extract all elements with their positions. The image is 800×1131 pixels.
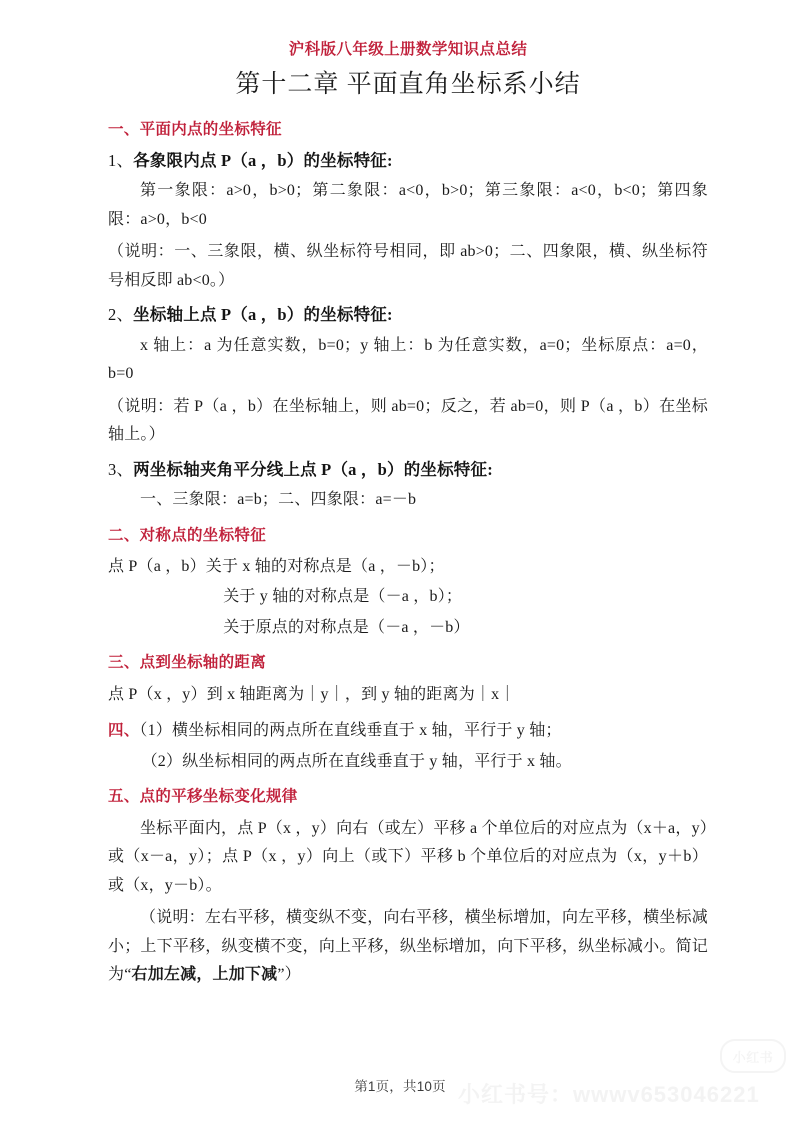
subsection-heading-1-3 <box>108 457 708 483</box>
subsection-title-1-2: 坐标轴上点 P（a ，b）的坐标特征: <box>133 305 393 325</box>
paragraph-2-line-2: 关于 y 轴的对称点是（－a ，b）； <box>223 588 463 606</box>
paragraph-5-body: 坐标平面内，点 P（x ，y）向右（或左）平移 a 个单位后的对应点为（x＋a，y）或（x－a，y）；点 P（x ，y）向上（或下）平移 b 个单位后的对应点为（x，y＋b）或（x，y－b）。 <box>108 819 708 894</box>
paragraph-4-line-1: （1）横坐标相同的两点所在直线垂直于 x 轴，平行于 y 轴； <box>139 722 562 740</box>
paragraph-4-line-2: （2）纵坐标相同的两点所在直线垂直于 y 轴，平行于 x 轴。 <box>141 752 572 770</box>
paragraph-5-note-emphasis: 右加左减，上加下减 <box>131 966 278 983</box>
document-title: 第十二章 平面直角坐标系小结 <box>235 71 581 99</box>
paragraph-2-line-3: 关于原点的对称点是（－a ，－b） <box>223 618 470 636</box>
subsection-title-1-3: 两坐标轴夹角平分线上点 P（a ，b）的坐标特征: <box>133 459 493 479</box>
section-heading-3: 三、点到坐标轴的距离 <box>108 654 267 672</box>
subsection-number-1-3: 3、 <box>108 459 134 479</box>
section-number-4: 四、 <box>108 722 140 740</box>
subsection-heading-1-1 <box>108 148 708 174</box>
subsection-title-1-1: 各象限内点 P（a ，b）的坐标特征: <box>133 150 393 170</box>
section-heading-5: 五、点的平移坐标变化规律 <box>108 788 298 806</box>
watermark-text: 小红书号：wwwv653046221 <box>458 1082 760 1107</box>
paragraph-5-note <box>108 904 708 989</box>
watermark-badge: 小红书 <box>720 1039 786 1073</box>
paragraph-3-line-1: 点 P（x ，y）到 x 轴距离为｜y｜，到 y 轴的距离为｜x｜ <box>108 685 516 703</box>
section-heading-2: 二、对称点的坐标特征 <box>108 526 267 544</box>
subsection-number-1-2: 2、 <box>108 305 134 325</box>
subsection-number-1-1: 1、 <box>108 150 134 170</box>
section-heading-1: 一、平面内点的坐标特征 <box>108 120 282 138</box>
paragraph-1-1-body: 第一象限：a>0，b>0；第二象限：a<0，b>0；第三象限：a<0，b<0；第四象限：a>0，b<0 <box>108 182 708 228</box>
section-heading-4 <box>108 718 708 744</box>
paragraph-1-2-note: （说明：若 P（a ，b）在坐标轴上，则 ab=0；反之，若 ab=0，则 P（a ，b）在坐标轴上。） <box>108 397 708 444</box>
page-footer: 第1页，共10页 <box>354 1079 446 1094</box>
subsection-heading-1-2 <box>108 302 708 328</box>
paragraph-1-2-body: x 轴上：a 为任意实数，b=0；y 轴上：b 为任意实数，a=0；坐标原点：a=0，b=0 <box>108 336 708 383</box>
document-subtitle: 沪科版八年级上册数学知识点总结 <box>288 41 528 58</box>
paragraph-1-3-body: 一、三象限：a=b；二、四象限：a=－b <box>140 491 417 509</box>
paragraph-5-note-part2: ”） <box>277 966 301 983</box>
paragraph-1-1-note: （说明：一、三象限，横、纵坐标符号相同，即 ab>0；二、四象限，横、纵坐标符号相反即 ab<0。） <box>108 243 708 289</box>
paragraph-5-note-part1: （说明：左右平移，横变纵不变，向右平移，横坐标增加，向左平移，横坐标减小；上下平移，纵变横不变，向上平移，纵坐标增加，向下平移，纵坐标减小。简记为“ <box>108 909 708 983</box>
paragraph-2-line-1: 点 P（a ，b）关于 x 轴的对称点是（a ，－b）； <box>108 557 445 575</box>
